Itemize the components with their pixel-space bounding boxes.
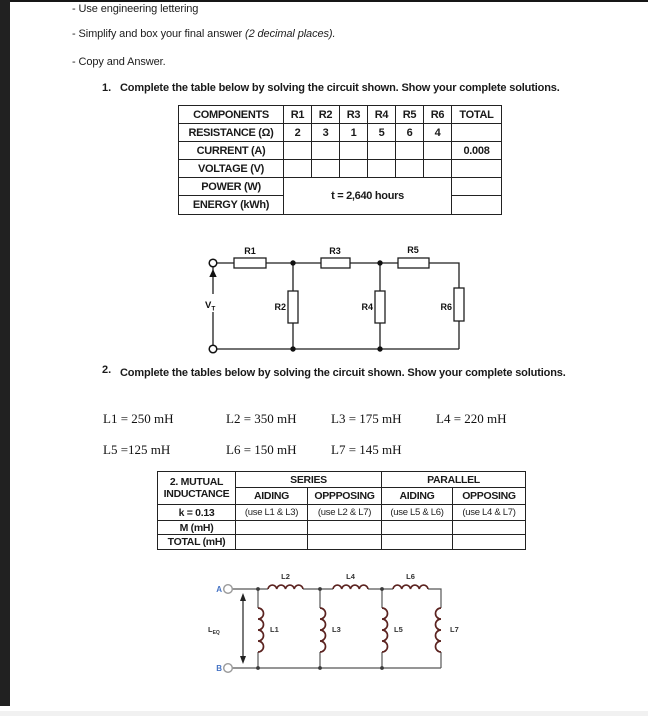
q1-current-blank xyxy=(284,142,312,160)
leq-main: L xyxy=(208,625,213,634)
q1-power-label: POWER (W) xyxy=(179,178,284,196)
label-l4: L4 xyxy=(346,572,355,581)
bottom-edge-strip xyxy=(0,711,648,716)
instruction-2-text: - Simplify and box your final answer xyxy=(72,28,245,40)
q1-resistance-r5: 6 xyxy=(396,124,424,142)
q2-total-blank xyxy=(236,535,308,550)
top-border-line xyxy=(0,0,648,2)
q1-resistance-r4: 5 xyxy=(368,124,396,142)
left-edge-bar xyxy=(0,0,10,706)
leq-arrow-down-icon xyxy=(240,656,246,664)
q1-voltage-blank xyxy=(424,160,452,178)
node-dot xyxy=(377,346,382,351)
q2-sub-series-aiding: AIDING xyxy=(236,488,308,505)
instruction-3-text: - Copy and Answer. xyxy=(72,56,166,68)
instruction-1-text: - Use engineering lettering xyxy=(72,3,199,15)
label-r6: R6 xyxy=(440,302,452,312)
wire-rails xyxy=(213,263,459,349)
q1-resistance-r3: 1 xyxy=(340,124,368,142)
inductor-value-l4: L4 = 220 mH xyxy=(436,411,507,426)
q1-table xyxy=(178,105,502,215)
q2-sub-parallel-aiding: AIDING xyxy=(382,488,453,505)
label-terminal-b: B xyxy=(216,664,222,673)
q1-th-r1: R1 xyxy=(284,106,312,124)
q1-circuit-wires xyxy=(213,258,464,349)
resistor-box-r4 xyxy=(375,291,385,323)
q2-coil-labels xyxy=(270,572,459,634)
q2-prompt: Complete the tables below by solving the circuit shown. Show your complete solutions. xyxy=(120,367,566,379)
q1-current-blank xyxy=(368,142,396,160)
q2-sub-series-opposing: OPPPOSING xyxy=(308,488,382,505)
q1-current-blank xyxy=(396,142,424,160)
q1-resistance-label: RESISTANCE (Ω) xyxy=(179,124,284,142)
q1-current-total: 0.008 xyxy=(452,142,502,160)
q2-k-label: k = 0.13 xyxy=(158,505,236,521)
node-dot xyxy=(318,587,322,591)
q1-voltage-blank xyxy=(340,160,368,178)
q2-total-label: TOTAL (mH) xyxy=(158,535,236,550)
q1-power-total-blank xyxy=(452,178,502,196)
q2-use-cell-3: (use L5 & L6) xyxy=(382,505,453,521)
terminal-circle-bottom xyxy=(209,345,217,353)
q1-table-header-row xyxy=(179,106,502,124)
inductor-value-l7: L7 = 145 mH xyxy=(331,442,402,457)
inductor-value-l2: L2 = 350 mH xyxy=(226,411,297,426)
label-l7: L7 xyxy=(450,625,459,634)
q1-voltage-blank xyxy=(368,160,396,178)
q1-resistance-r1: 2 xyxy=(284,124,312,142)
q2-circuit-diagram xyxy=(195,566,480,684)
q2-total-blank xyxy=(308,535,382,550)
resistor-box-r1 xyxy=(234,258,266,268)
q2-m-blank xyxy=(308,521,382,535)
q1-resistance-r2: 3 xyxy=(312,124,340,142)
inductor-value-l3: L3 = 175 mH xyxy=(331,411,402,426)
label-l2: L2 xyxy=(281,572,290,581)
label-l3: L3 xyxy=(332,625,341,634)
q1-prompt: Complete the table below by solving the circuit shown. Show your complete solutions. xyxy=(120,82,560,94)
q1-resistance-row xyxy=(179,124,502,142)
q2-group-header-row xyxy=(158,472,526,488)
q2-row-header-line1: 2. MUTUAL xyxy=(169,476,224,488)
q1-th-total: TOTAL xyxy=(452,106,502,124)
source-arrow-icon xyxy=(209,269,216,277)
instruction-line-2 xyxy=(72,28,335,40)
leq-sub: EQ xyxy=(212,630,220,636)
q2-sub-parallel-opposing: OPPOSING xyxy=(453,488,526,505)
q1-circuit-diagram xyxy=(190,244,475,362)
q2-use-cell-2: (use L2 & L7) xyxy=(308,505,382,521)
q1-resistance-r6: 4 xyxy=(424,124,452,142)
q2-number: 2. xyxy=(102,364,112,376)
q1-resistance-total-blank xyxy=(452,124,502,142)
q2-m-blank xyxy=(236,521,308,535)
label-leq xyxy=(208,625,220,636)
q1-th-r5: R5 xyxy=(396,106,424,124)
node-dot xyxy=(290,260,295,265)
node-dot xyxy=(377,260,382,265)
q1-time-note-cell: t = 2,640 hours xyxy=(284,178,452,214)
coil-l1 xyxy=(258,608,264,652)
label-l5: L5 xyxy=(394,625,403,634)
q2-series-header: SERIES xyxy=(236,472,382,488)
resistor-box-r2 xyxy=(288,291,298,323)
label-r5: R5 xyxy=(407,245,419,255)
q1-number: 1. xyxy=(102,82,112,94)
inductor-value-l5: L5 =125 mH xyxy=(103,442,171,457)
label-l1: L1 xyxy=(270,625,279,634)
q1-th-r6: R6 xyxy=(424,106,452,124)
q1-th-r4: R4 xyxy=(368,106,396,124)
node-dot xyxy=(256,666,260,670)
q1-current-label: CURRENT (A) xyxy=(179,142,284,160)
label-r3: R3 xyxy=(329,246,341,256)
resistor-box-r6 xyxy=(454,288,464,321)
label-r2: R2 xyxy=(274,302,286,312)
q2-m-blank xyxy=(382,521,453,535)
q2-m-label: M (mH) xyxy=(158,521,236,535)
q2-use-cell-4: (use L4 & L7) xyxy=(453,505,526,521)
q2-row-header-cell xyxy=(158,472,236,505)
q1-voltage-label: VOLTAGE (V) xyxy=(179,160,284,178)
q2-m-row xyxy=(158,521,526,535)
q1-current-blank xyxy=(340,142,368,160)
q1-current-blank xyxy=(312,142,340,160)
node-dot xyxy=(290,346,295,351)
q2-parallel-header: PARALLEL xyxy=(382,472,526,488)
q1-th-r3: R3 xyxy=(340,106,368,124)
q2-k-row xyxy=(158,505,526,521)
inductor-value-l1: L1 = 250 mH xyxy=(103,411,174,426)
label-r4: R4 xyxy=(361,302,373,312)
label-r1: R1 xyxy=(244,246,256,256)
coil-l2 xyxy=(268,585,303,589)
q2-table xyxy=(157,471,526,550)
label-terminal-a: A xyxy=(216,585,222,594)
node-dot xyxy=(318,666,322,670)
instruction-2-italic: (2 decimal places). xyxy=(245,28,336,40)
q1-current-row xyxy=(179,142,502,160)
q1-voltage-blank xyxy=(396,160,424,178)
q2-use-cell-1: (use L1 & L3) xyxy=(236,505,308,521)
coil-l3 xyxy=(320,608,326,652)
coil-l7 xyxy=(436,608,442,652)
q2-row-header-line2: INDUCTANCE xyxy=(163,488,230,500)
instruction-line-3 xyxy=(72,56,166,68)
q2-total-row xyxy=(158,535,526,550)
inductor-value-l6: L6 = 150 mH xyxy=(226,442,297,457)
q2-total-blank xyxy=(453,535,526,550)
coil-l5 xyxy=(382,608,388,652)
vt-main: V xyxy=(205,300,212,311)
terminal-circle-top xyxy=(209,259,217,267)
q1-th-components: COMPONENTS xyxy=(179,106,284,124)
q1-voltage-blank xyxy=(312,160,340,178)
resistor-box-r3 xyxy=(321,258,350,268)
q1-power-row xyxy=(179,178,502,196)
vt-sub: T xyxy=(211,305,216,313)
coil-l6 xyxy=(393,585,428,589)
q1-energy-label: ENERGY (kWh) xyxy=(179,196,284,214)
q1-th-r2: R2 xyxy=(312,106,340,124)
q1-voltage-row xyxy=(179,160,502,178)
resistor-box-r5 xyxy=(398,258,429,268)
terminal-circle-a xyxy=(224,585,233,594)
q1-circuit-labels xyxy=(205,245,452,313)
instruction-line-1 xyxy=(72,3,198,15)
coil-l4 xyxy=(333,585,368,589)
q1-voltage-blank xyxy=(284,160,312,178)
label-vt xyxy=(205,300,215,313)
leq-arrow-up-icon xyxy=(240,593,246,601)
q2-m-blank xyxy=(453,521,526,535)
q2-coils xyxy=(258,585,441,652)
q1-energy-total-blank xyxy=(452,196,502,214)
q1-current-blank xyxy=(424,142,452,160)
node-dot xyxy=(256,587,260,591)
node-dot xyxy=(380,666,384,670)
q1-voltage-total-blank xyxy=(452,160,502,178)
label-l6: L6 xyxy=(406,572,415,581)
node-dot xyxy=(380,587,384,591)
terminal-circle-b xyxy=(224,664,233,673)
q2-total-blank xyxy=(382,535,453,550)
